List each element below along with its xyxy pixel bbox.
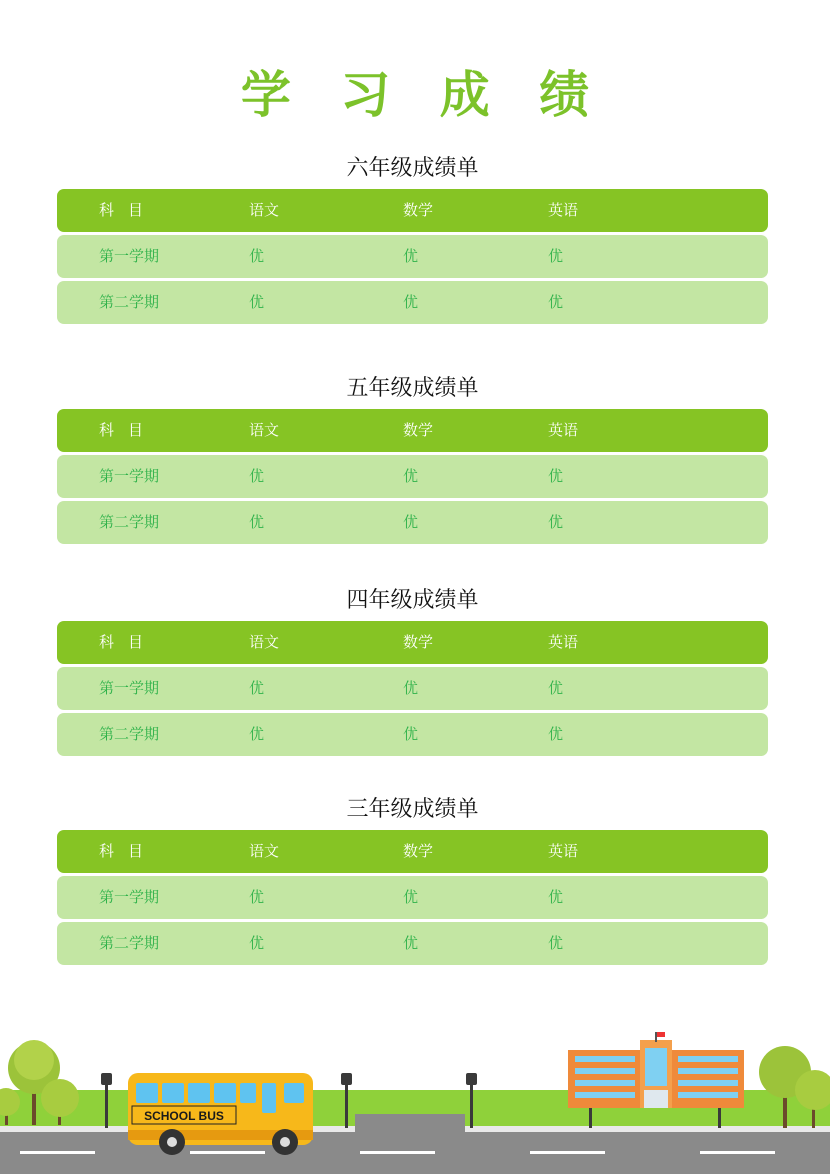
table-row bbox=[57, 455, 768, 498]
grade-3-score-table bbox=[57, 794, 768, 965]
bus-label: SCHOOL BUS bbox=[144, 1109, 224, 1123]
grade-cell: 优 bbox=[249, 934, 265, 952]
header-chinese: 语文 bbox=[249, 421, 280, 439]
table-row bbox=[57, 922, 768, 965]
header-math: 数学 bbox=[403, 421, 434, 439]
semester-label: 第一学期 bbox=[99, 888, 160, 906]
grade-cell: 优 bbox=[403, 888, 419, 906]
semester-label: 第二学期 bbox=[99, 513, 160, 531]
table-header-row bbox=[57, 830, 768, 873]
grade-cell: 优 bbox=[403, 725, 419, 743]
header-math: 数学 bbox=[403, 201, 434, 219]
table-header-row bbox=[57, 621, 768, 664]
school-bus-icon bbox=[128, 1073, 313, 1155]
grade-cell: 优 bbox=[249, 888, 265, 906]
table-row bbox=[57, 713, 768, 756]
grade-cell: 优 bbox=[548, 888, 564, 906]
header-chinese: 语文 bbox=[249, 201, 280, 219]
table-row bbox=[57, 667, 768, 710]
grade-cell: 优 bbox=[249, 293, 265, 311]
grade-cell: 优 bbox=[249, 725, 265, 743]
semester-label: 第二学期 bbox=[99, 293, 160, 311]
table-title: 三年级成绩单 bbox=[346, 797, 479, 822]
grade-cell: 优 bbox=[249, 679, 265, 697]
header-subject: 科目 bbox=[99, 633, 158, 651]
semester-label: 第一学期 bbox=[99, 247, 160, 265]
table-title: 四年级成绩单 bbox=[346, 588, 479, 613]
grade-cell: 优 bbox=[548, 467, 564, 485]
header-english: 英语 bbox=[548, 633, 579, 651]
grade-cell: 优 bbox=[249, 513, 265, 531]
grade-cell: 优 bbox=[403, 513, 419, 531]
grade-cell: 优 bbox=[403, 247, 419, 265]
grade-cell: 优 bbox=[403, 293, 419, 311]
grade-cell: 优 bbox=[548, 293, 564, 311]
header-english: 英语 bbox=[548, 201, 579, 219]
grade-5-score-table bbox=[57, 373, 768, 544]
page-title: 学 习 成 绩 bbox=[240, 66, 606, 124]
header-math: 数学 bbox=[403, 633, 434, 651]
semester-label: 第一学期 bbox=[99, 679, 160, 697]
table-header-row bbox=[57, 409, 768, 452]
table-row bbox=[57, 876, 768, 919]
grade-cell: 优 bbox=[403, 679, 419, 697]
header-english: 英语 bbox=[548, 421, 579, 439]
header-chinese: 语文 bbox=[249, 842, 280, 860]
grade-cell: 优 bbox=[548, 725, 564, 743]
table-header-row bbox=[57, 189, 768, 232]
header-subject: 科目 bbox=[99, 201, 158, 219]
grade-cell: 优 bbox=[249, 247, 265, 265]
school-building-icon bbox=[568, 1032, 744, 1108]
table-row bbox=[57, 281, 768, 324]
header-english: 英语 bbox=[548, 842, 579, 860]
header-subject: 科目 bbox=[99, 842, 158, 860]
grade-cell: 优 bbox=[548, 934, 564, 952]
grade-cell: 优 bbox=[403, 934, 419, 952]
grade-cell: 优 bbox=[548, 247, 564, 265]
header-chinese: 语文 bbox=[249, 633, 280, 651]
semester-label: 第二学期 bbox=[99, 934, 160, 952]
header-subject: 科目 bbox=[99, 421, 158, 439]
grade-cell: 优 bbox=[548, 513, 564, 531]
grade-6-score-table bbox=[57, 153, 768, 324]
table-row bbox=[57, 501, 768, 544]
grade-4-score-table bbox=[57, 585, 768, 756]
street-scene-illustration bbox=[0, 1030, 830, 1174]
table-title: 五年级成绩单 bbox=[346, 376, 479, 401]
semester-label: 第二学期 bbox=[99, 725, 160, 743]
semester-label: 第一学期 bbox=[99, 467, 160, 485]
header-math: 数学 bbox=[403, 842, 434, 860]
grade-cell: 优 bbox=[249, 467, 265, 485]
table-row bbox=[57, 235, 768, 278]
grade-cell: 优 bbox=[548, 679, 564, 697]
grade-cell: 优 bbox=[403, 467, 419, 485]
table-title: 六年级成绩单 bbox=[346, 156, 479, 181]
